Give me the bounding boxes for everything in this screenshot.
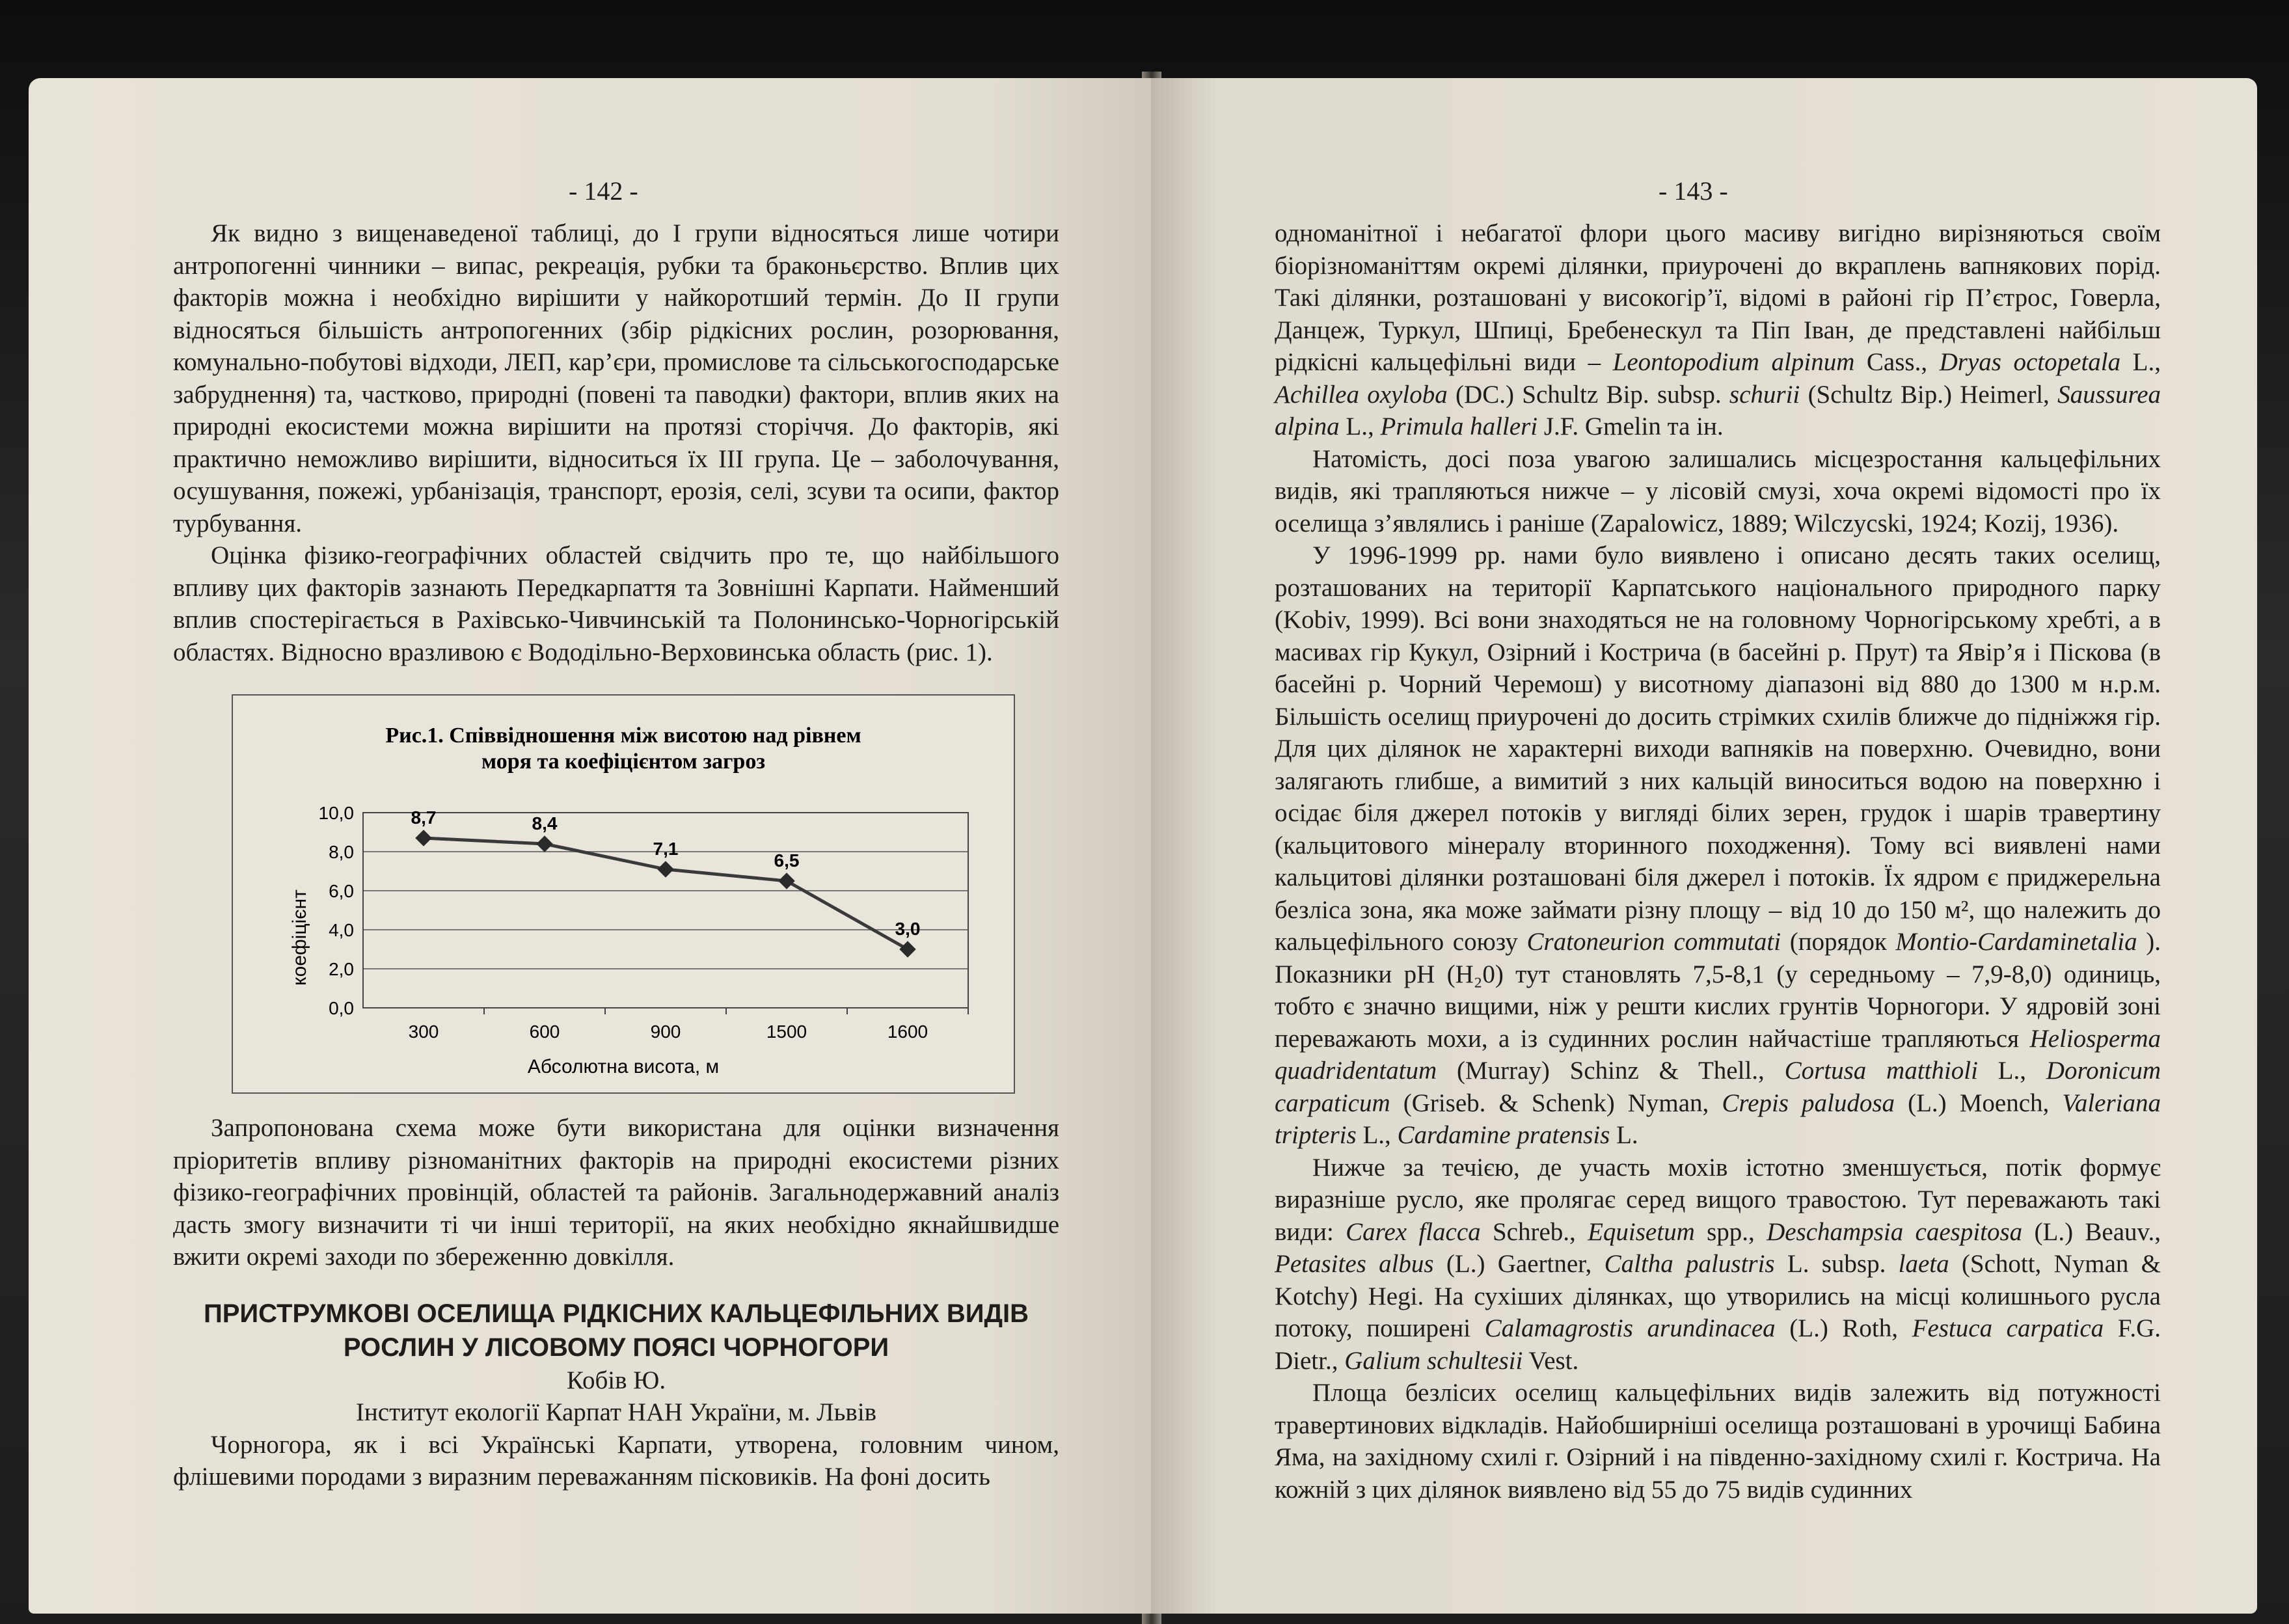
x-tick-label: 600 — [529, 1022, 560, 1042]
paragraph: Оцінка фізико-географічних областей свідчить про те, що найбільшого впливу цих факторів зазнають Передкарпаття та Зовнішні Карпати. Найменший вплив спостерігається в Рахівсько-Чивчинській та Полонинсько-Чорногірській областях. Відносно вразливою є Вододільно-Верховинська область (рис. 1). — [173, 541, 1059, 666]
paragraph: Запропонована схема може бути використана для оцінки визначення пріоритетів впливу різноманітних факторів на природні екосистеми різних фізико-географічних провінцій, областей та районів. Загальнодержавний аналіз дасть змогу визначити ті чи інші території, на яких необхідно якнайшвидше вжити окремі заходи по збереженню довкілля. — [173, 1114, 1059, 1271]
species-name: Valeriana tripteris — [1275, 1089, 2161, 1149]
page-number: - 142 - — [569, 176, 638, 206]
species-name: Crepis paludosa — [1722, 1089, 1895, 1117]
species-name: Petasites albus — [1275, 1250, 1434, 1278]
x-tick-label: 300 — [408, 1022, 439, 1042]
species-name: Cratoneurion commutati — [1526, 928, 1781, 956]
data-point — [899, 941, 915, 957]
paragraph: Площа безлісих оселищ кальцефільних видів залежить від потужності травертинових відкладів. Найобширніші оселища розташовані в урочищі Бабина Яма, на західному схилі г. Озірний і на південно-західному схилі г. Кострича. На кожній з цих ділянок виявлено від 55 до 75 видів судинних — [1275, 1379, 2161, 1504]
chart-title-line1: Рис.1. Співвідношення між висотою над рівнем — [385, 724, 861, 748]
x-axis-label: Абсолютна висота, м — [527, 1056, 720, 1077]
species-name: Doronicum carpaticum — [1275, 1057, 2161, 1117]
author: Кобів Ю. — [566, 1366, 666, 1394]
paragraph: Натомість, досі поза увагою залишались місцезростання кальцефільних видів, які трапляються нижче – у лісовій смузі, хоча окремі відомості про їх оселища з’являлись і раніше (Zapalowicz, 1889; Wilczycski, 1924; Kozij, 1936). — [1275, 444, 2161, 537]
y-tick-label: 0,0 — [329, 998, 354, 1018]
species-name: Festuca carpatica — [1912, 1314, 2104, 1342]
page-number: - 143 - — [1659, 176, 1728, 206]
data-point — [415, 830, 431, 846]
line-chart — [233, 696, 1014, 1092]
species-name: Caltha palustris — [1604, 1250, 1775, 1278]
species-name: Galium schultesii — [1344, 1346, 1523, 1375]
data-label: 6,5 — [774, 850, 800, 871]
y-tick-label: 2,0 — [329, 959, 354, 979]
x-tick-label: 1500 — [766, 1022, 807, 1042]
y-tick-label: 8,0 — [329, 842, 354, 862]
right-text-column — [1275, 217, 2161, 1506]
species-name: Leontopodium alpinum — [1612, 348, 1855, 376]
affiliation: Інститут екології Карпат НАН України, м. Львів — [355, 1398, 877, 1426]
species-name: schurii — [1729, 380, 1800, 409]
species-name: Heliosperma quadridentatum — [1275, 1024, 2161, 1085]
data-point — [778, 873, 794, 889]
x-tick-label: 900 — [650, 1022, 681, 1042]
data-label: 7,1 — [653, 839, 679, 859]
species-name: Montio-Cardaminetalia — [1895, 928, 2137, 956]
species-name: Carex flacca — [1346, 1217, 1481, 1246]
paragraph: одноманітної і небагатої флори цього масиву вигідно вирізняються своїм біорізноманіттям окремі ділянки, приурочені до вкраплень вапнякових порід. Такі ділянки, розташовані у високогір’ї, відомі в районі гір П’єтрос, Говерла, Данцеж, Туркул, Шпиці, Бребенескул та Піп Іван, де представлені найбільш рідкісні кальцефільні види – Leontopodium alpinum Cass., Dryas octopetala L., Achillea oxyloba (DC.) Schultz Bip. subsp. schurii (Schultz Bip.) Heimerl, Saussurea alpina L., Primula halleri J.F. Gmelin та ін. — [1275, 219, 2161, 440]
species-name: Equisetum — [1588, 1217, 1695, 1246]
y-tick-label: 10,0 — [318, 803, 354, 823]
species-name: Calamagrostis arundinacea — [1484, 1314, 1776, 1342]
x-tick-label: 1600 — [887, 1022, 928, 1042]
left-page — [29, 78, 1151, 1614]
species-name: laeta — [1898, 1250, 1949, 1278]
species-name: Dryas octopetala — [1939, 348, 2121, 376]
paragraph: Як видно з вищенаведеної таблиці, до I групи відносяться лише чотири антропогенні чинники – випас, рекреація, рубки та браконьєрство. Вплив цих факторів можна і необхідно вирішити у найкоротший термін. До II групи відносяться більшість антропогенних (збір рідкісних рослин, розорювання, комунально-побутові відходи, ЛЕП, кар’єри, промислове та сільськогосподарське забруднення) та, частково, природні (повені та паводки) фактори, вплив яких на природні екосистеми можна вирішити на протязі сторіччя. До факторів, які практично неможливо вирішити, відноситься їх III група. Це – заболочування, осушування, пожежі, урбанізація, транспорт, ерозія, селі, зсуви та осипи, фактор турбування. — [173, 219, 1059, 537]
data-label: 8,4 — [532, 813, 558, 833]
left-text-column — [173, 217, 1059, 1493]
data-label: 3,0 — [895, 919, 921, 939]
data-point — [536, 835, 552, 852]
paragraph: У 1996-1999 рр. нами було виявлено і описано десять таких оселищ, розташованих на території Карпатського національного природного парку (Kobiv, 1999). Всі вони знаходяться не на головному Чорногірському хребті, а в масивах гір Кукул, Озірний і Кострича (в басейні р. Прут) та Явір’я і Піскова (в басейні р. Чорний Черемош) у висотному діапазоні від 880 до 1300 м н.р.м. Більшість оселищ приурочені до досить стрімких схилів ближче до підніжжя гір. Для цих ділянок не характерні виходи вапняків на поверхню. Очевидно, вони залягають глибше, а вимитий з них кальцій виноситься водою на поверхню і осідає біля джерел потоків у вигляді білих зерен, грудок і шарів травертину (кальцитового мінералу вторинного походження). Тому всі виявлені нами кальцитові ділянки розташовані біля джерел і потоків. Їх ядром є приджерельна безліса зона, яка може займати різну площу – від 10 до 150 м², що належить до кальцефільного союзу Cratoneurion commutati (порядок Montio-Cardaminetalia ). Показники pH (H₂0) тут становлять 7,5-8,1 (у середньому – 7,9-8,0) одиниць, тобто є значно вищими, ніж у решти кислих грунтів Чорногори. У ядровій зоні переважають мохи, а із судинних рослин найчастіше трапляються Heliosperma quadridentatum (Murray) Schinz & Thell., Cortusa matthioli L., Doronicum carpaticum (Griseb. & Schenk) Nyman, Crepis paludosa (L.) Moench, Valeriana tripteris L., Cardamine pratensis L. — [1275, 541, 2161, 1149]
species-name: Saussurea alpina — [1275, 380, 2161, 440]
y-axis-label: коефіцієнт — [289, 889, 310, 986]
data-point — [657, 861, 673, 877]
paragraph: Нижче за течією, де участь мохів істотно зменшується, потік формує виразніше русло, яке пролягає серед вищого травостою. Тут переважають такі види: Carex flacca Schreb., Equisetum spp., Deschampsia caespitosa (L.) Beauv., Petasites albus (L.) Gaertner, Caltha palustris L. subsp. laeta (Schott, Nyman & Kotchy) Hegi. На сухіших ділянках, що утворились на місці колишнього русла потоку, поширені Calamagrostis arundinacea (L.) Roth, Festuca carpatica F.G. Dietr., Galium schultesii Vest. — [1275, 1153, 2161, 1375]
species-name: Cortusa matthioli — [1784, 1057, 1978, 1085]
species-name: Achillea oxyloba — [1275, 380, 1448, 409]
figure-chart — [232, 694, 1015, 1094]
chart-title-line2: моря та коефіцієнтом загроз — [481, 750, 766, 774]
species-name: Cardamine pratensis — [1397, 1121, 1610, 1149]
species-name: Primula halleri — [1380, 413, 1538, 440]
y-tick-label: 6,0 — [329, 881, 354, 901]
article-title: ПРИСТРУМКОВІ ОСЕЛИЩА РІДКІСНИХ КАЛЬЦЕФІЛЬНИХ ВИДІВ РОСЛИН У ЛІСОВОМУ ПОЯСІ ЧОРНОГОРИ — [203, 1299, 1029, 1362]
y-tick-label: 4,0 — [329, 920, 354, 940]
data-label: 8,7 — [411, 807, 437, 828]
paragraph: Чорногора, як і всі Українські Карпати, утворена, головним чином, флішевими породами з виразним переважанням пісковиків. На фоні досить — [173, 1430, 1059, 1491]
species-name: Deschampsia caespitosa — [1767, 1217, 2023, 1246]
right-page — [1151, 78, 2257, 1614]
